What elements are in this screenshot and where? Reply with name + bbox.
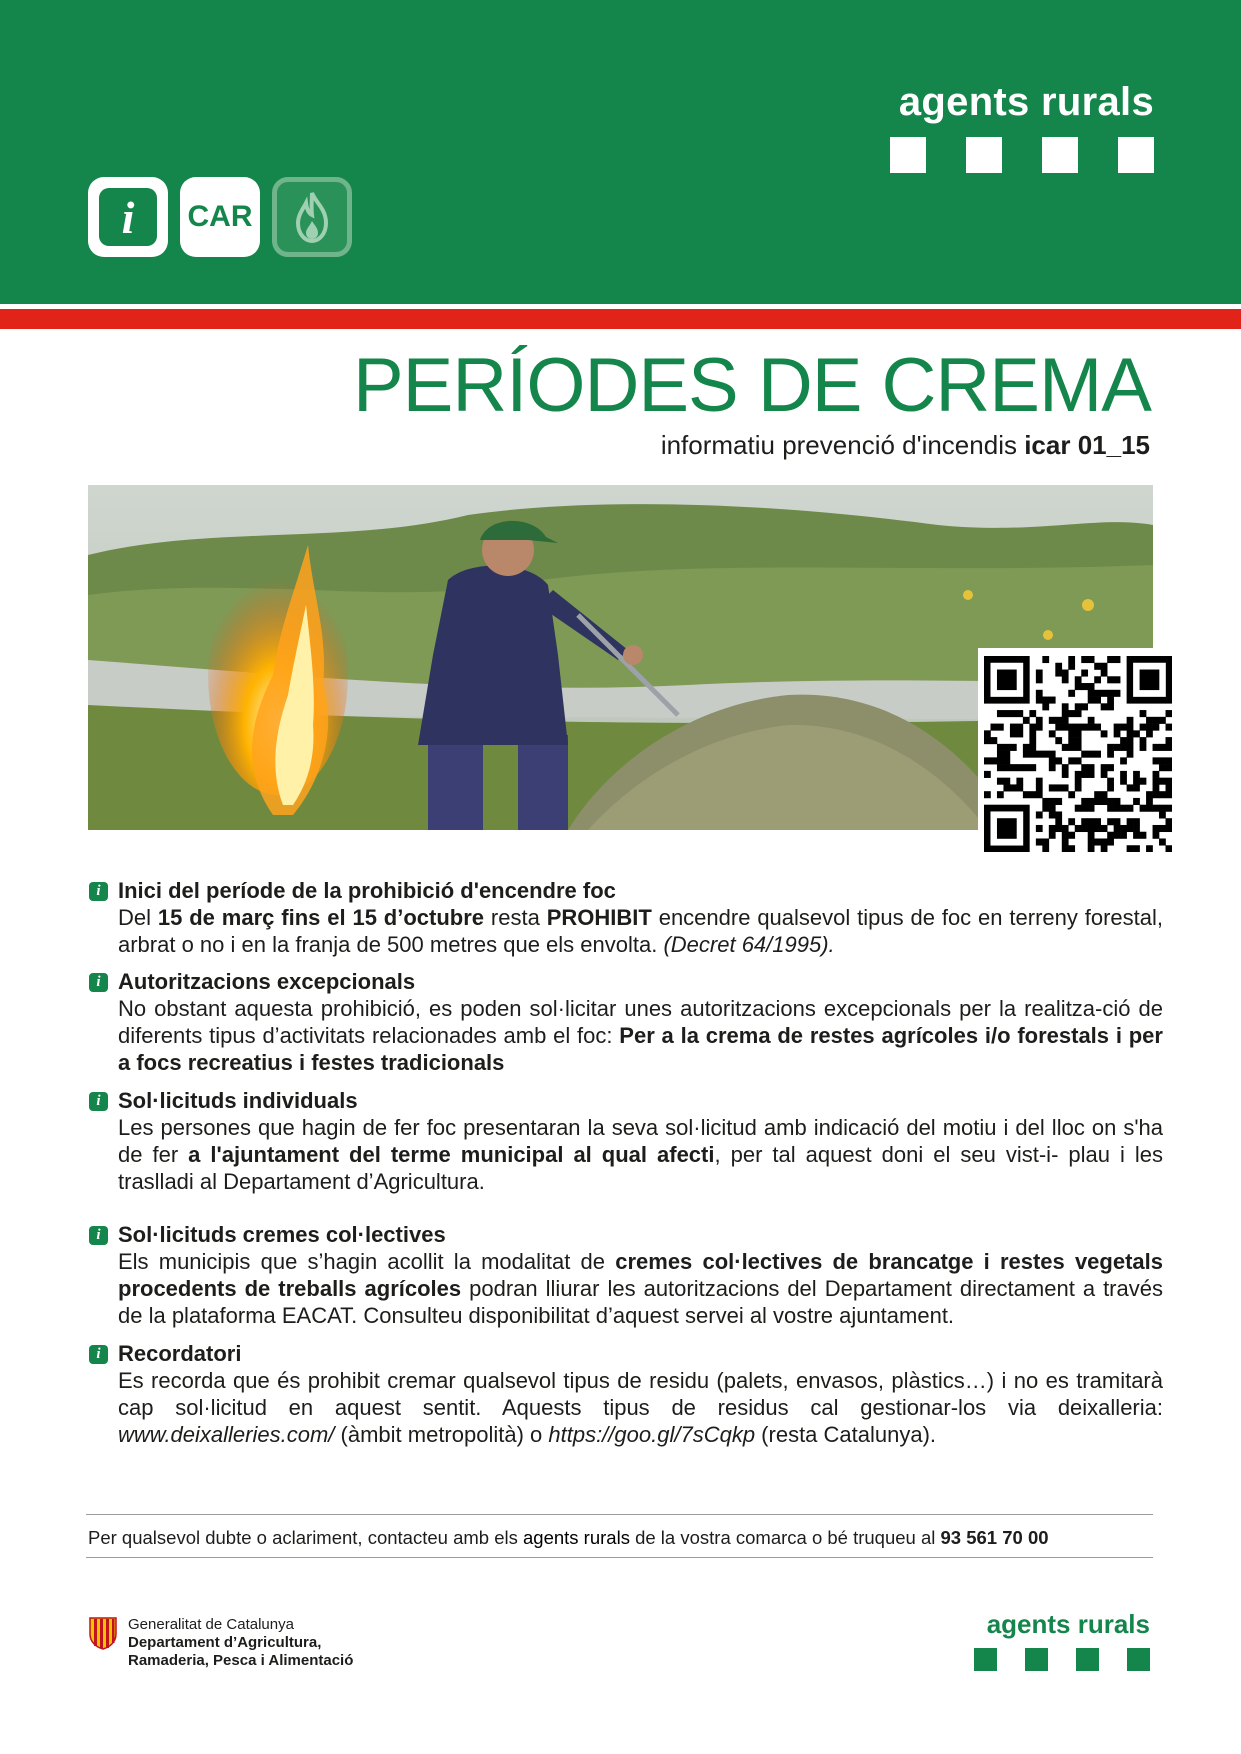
department-line-2: Ramaderia, Pesca i Alimentació (128, 1652, 354, 1669)
info-bullet-icon: i (89, 973, 108, 992)
section-col-lectives (88, 1221, 1163, 1329)
brand-square (1127, 1648, 1150, 1671)
footer-brand-squares (974, 1648, 1150, 1671)
brand-square (966, 137, 1002, 173)
page-subtitle (661, 430, 1150, 461)
header-banner (0, 0, 1241, 304)
section-heading: Autoritzacions excepcionals (118, 969, 416, 994)
info-bullet-icon: i (89, 882, 108, 901)
flame-icon (272, 177, 352, 257)
section-heading: Recordatori (118, 1341, 242, 1366)
contact-line: Per qualsevol dubte o aclariment, contacteu amb els agents rurals de la vostra comarca o bé truqueu al 93 561 70 00 (88, 1527, 1049, 1548)
brand-square (890, 137, 926, 173)
subtitle-text: informatiu prevenció d'incendis (660, 430, 1017, 460)
brand-square (1025, 1648, 1048, 1671)
section-individuals (88, 1087, 1163, 1195)
divider (86, 1557, 1153, 1558)
red-stripe (0, 309, 1241, 329)
car-badge: CAR (180, 177, 260, 257)
brand-square (1042, 137, 1078, 173)
divider (86, 1514, 1153, 1515)
section-body: Les persones que hagin de fer foc presentaran la seva sol·licitud amb indicació del motiu i del lloc on s'ha de fer a l'ajuntament del terme municipal al qual afecti, per tal aquest doni el seu vist-i- plau i les traslladi al Departament d’Agricultura. (118, 1115, 1163, 1194)
link-goo-gl[interactable]: https://goo.gl/7sCqkp (548, 1422, 756, 1447)
page-title: PERÍODES DE CREMA (352, 343, 1151, 428)
brand-square (1076, 1648, 1099, 1671)
section-heading: Sol·licituds individuals (118, 1088, 358, 1113)
brand-square (974, 1648, 997, 1671)
link-deixalleries[interactable]: www.deixalleries.com/ (118, 1422, 335, 1447)
section-inici (88, 877, 1163, 958)
section-heading: Inici del període de la prohibició d'encendre foc (118, 878, 616, 903)
section-body: No obstant aquesta prohibició, es poden sol·licitar unes autoritzacions excepcionals per la realitza-ció de diferents tipus d’activitats relacionades amb el foc: Per a la crema de restes agrícoles i/o forestals i per a focs recreatius i festes tradicionals (118, 996, 1163, 1075)
section-heading: Sol·licituds cremes col·lectives (118, 1222, 446, 1247)
brand-square (1118, 137, 1154, 173)
generalitat-logo-block (88, 1616, 353, 1670)
subtitle-code: icar 01_15 (1024, 430, 1150, 460)
info-bullet-icon: i (89, 1226, 108, 1245)
footer-brand: agents rurals (986, 1609, 1150, 1639)
info-badge (88, 177, 168, 257)
gov-name: Generalitat de Catalunya (128, 1616, 294, 1633)
qr-code (978, 648, 1178, 860)
header-badges (88, 177, 352, 257)
section-body: Els municipis que s’hagin acollit la modalitat de cremes col·lectives de brancatge i restes vegetals procedents de treballs agrícoles podran lliurar les autoritzacions del Departament directament a través de la plataforma EACAT. Consulteu disponibilitat d’aquest servei al vostre ajuntament. (118, 1249, 1163, 1328)
content-sections (88, 877, 1163, 1448)
phone-number: 93 561 70 00 (940, 1527, 1049, 1548)
brand-agents-rurals: agents rurals (898, 80, 1154, 124)
info-bullet-icon: i (89, 1345, 108, 1364)
section-body: Del 15 de març fins el 15 d’octubre resta PROHIBIT encendre qualsevol tipus de foc en terreny forestal, arbrat o no i en la franja de 500 metres que els envolta. (Decret 64/1995). (118, 905, 1163, 957)
section-body: Es recorda que és prohibit cremar qualsevol tipus de residu (palets, envasos, plàstics…) i no es tramitarà cap sol·licitud en aquest sentit. Aquests tipus de residus cal gestionar-los via deixalleria: www.deixalleries.com/ (àmbit metropolità) o https://goo.gl/7sCqkp (resta Catalunya). (118, 1368, 1163, 1447)
generalitat-shield-icon (88, 1616, 118, 1650)
department-line-1: Departament d’Agricultura, (128, 1634, 322, 1651)
brand-squares (890, 137, 1154, 173)
info-bullet-icon: i (89, 1092, 108, 1111)
info-icon: i (99, 188, 157, 246)
section-recordatori (88, 1340, 1163, 1448)
section-autoritzacions (88, 968, 1163, 1076)
